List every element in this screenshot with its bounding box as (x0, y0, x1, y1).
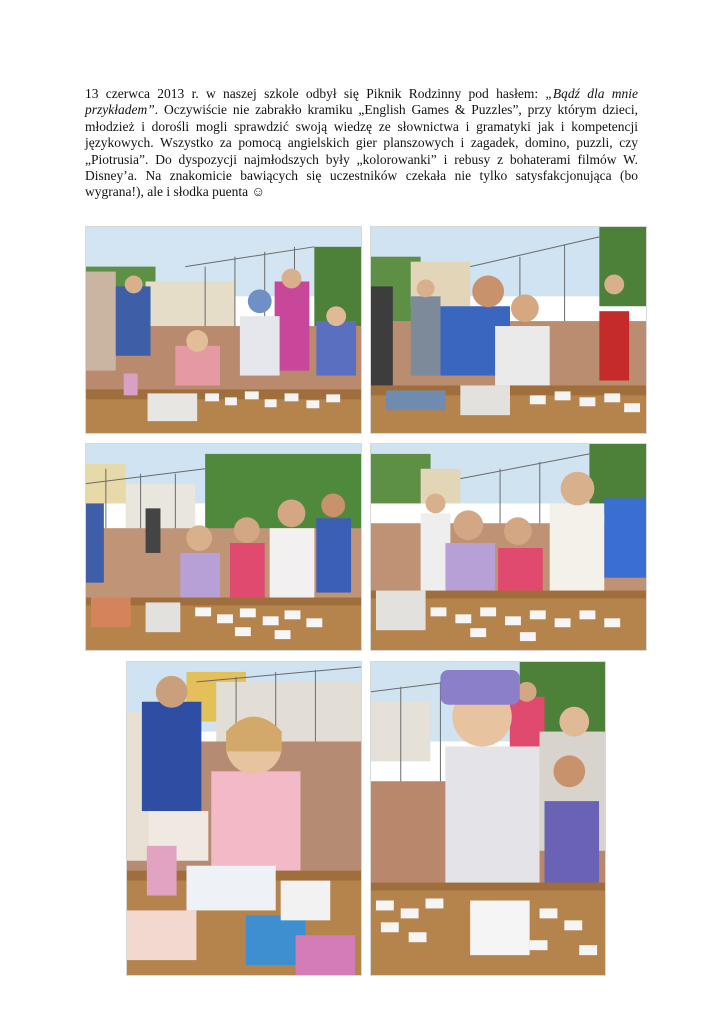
photo-girls-at-table (85, 443, 362, 651)
article-text-body: . Oczywiście nie zabrakło kramiku „English Games & Puzzles”, przy którym dzieci, młodzież i dorośli mogli sprawdzić swoją wiedzę ze słownictwa i gramatyki jak i kompetencji językowych. Wszystko za pomocą angielskich gier planszowych i zagadek, domino, puzzli, czy „Piotrusia”. Do dyspozycji najmłodszych były „kolorowanki” i rebusy z bohaterami filmów W. Disney’a. Na znakomicie bawiących się uczestników czekała nie tylko satysfakcjonująca (bo wygrana!), ale i słodka puenta ☺ (85, 102, 638, 200)
photo-boy-at-table (370, 226, 647, 434)
photo-children-at-table (85, 226, 362, 434)
photo-girl-writing (126, 661, 362, 976)
photo-girls-with-cards (370, 443, 647, 651)
article-text-intro: 13 czerwca 2013 r. w naszej szkole odbył się Piknik Rodzinny pod hasłem: (85, 86, 546, 101)
article-paragraph (85, 86, 638, 201)
photo-girl-in-cap (370, 661, 606, 976)
event-slogan: „Bądź dla mnie przykładem” (85, 86, 638, 118)
